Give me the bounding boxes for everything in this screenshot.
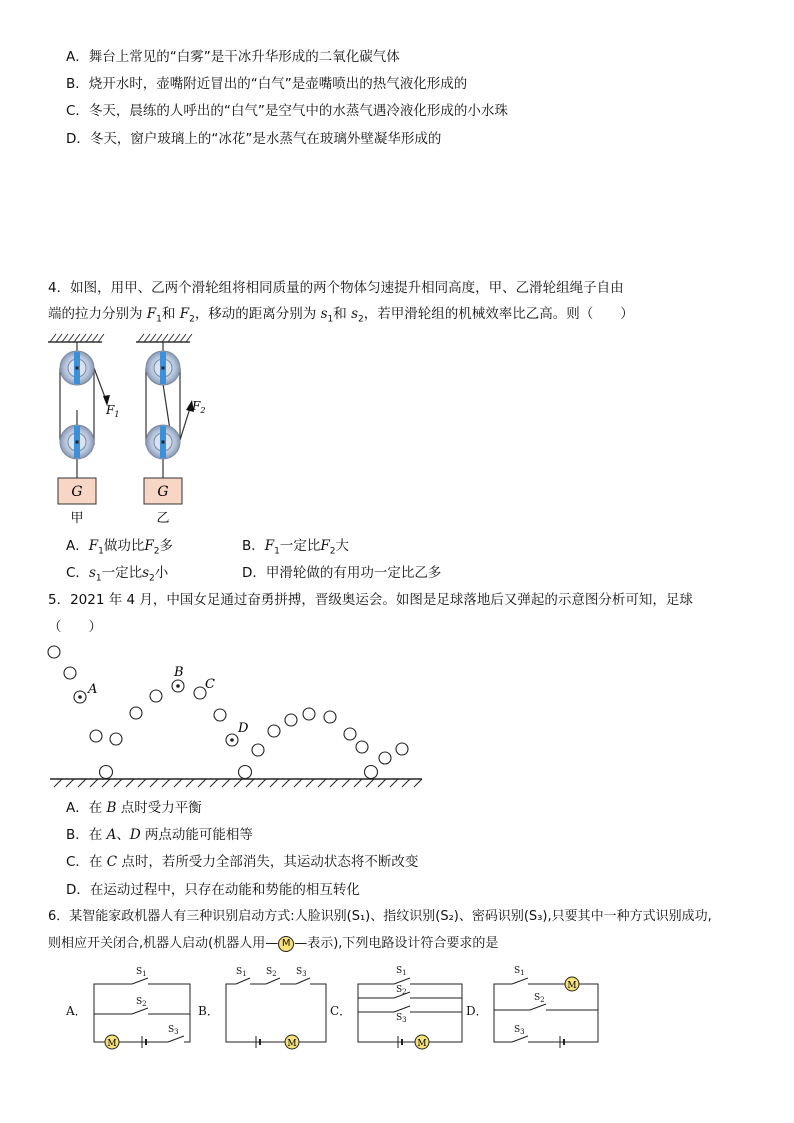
circuit-c-motor: M bbox=[417, 1039, 427, 1049]
svg-text:S3: $S_3$ bbox=[514, 1025, 525, 1036]
pulley-figure bbox=[40, 330, 220, 530]
ball-bounce-figure bbox=[40, 640, 430, 800]
svg-text:S1: $S_1$ bbox=[396, 966, 407, 977]
ceiling-jia bbox=[48, 334, 104, 342]
circuit-a-label: A． bbox=[66, 1004, 87, 1018]
q5-option-b: B．在 A、D 两点动能可能相等 bbox=[66, 827, 253, 843]
svg-text:S2: $S_2$ bbox=[136, 997, 147, 1008]
circuit-c-label: C． bbox=[330, 1004, 352, 1018]
circuit-b bbox=[226, 978, 326, 1048]
pulley-jia-movable bbox=[60, 425, 94, 459]
q3-option-a: A．舞台上常见的“白雾”是干冰升华形成的二氧化碳气体 bbox=[66, 49, 400, 65]
svg-text:S3: $S_3$ bbox=[296, 967, 307, 978]
circuit-b-label: B． bbox=[198, 1004, 219, 1018]
q5-option-a: A．在 B 点时受力平衡 bbox=[66, 800, 202, 816]
weight-jia-label: G bbox=[71, 484, 83, 500]
q3-option-d: D．冬天，窗户玻璃上的“冰花”是水蒸气在玻璃外壁凝华形成的 bbox=[66, 131, 442, 147]
circuit-c bbox=[358, 978, 462, 1048]
q3-option-b: B．烧开水时，壶嘴附近冒出的“白气”是壶嘴喷出的热气液化形成的 bbox=[66, 76, 468, 92]
ground-hatch bbox=[54, 779, 422, 787]
label-jia: 甲 bbox=[70, 511, 84, 526]
svg-text:S3: $S_3$ bbox=[168, 1025, 179, 1036]
circuit-d-label: D． bbox=[466, 1004, 488, 1018]
q5-stem: 5．2021 年 4 月，中国女足通过奋勇拼搏，晋级奥运会。如图是足球落地后又弹起的示意图分析可知，足球 bbox=[48, 592, 693, 608]
q5-option-c: C．在 C 点时，若所受力全部消失，其运动状态将不断改变 bbox=[66, 854, 419, 870]
force2-label: $F_2$ bbox=[192, 399, 206, 415]
svg-text:S1: $S_1$ bbox=[514, 966, 525, 977]
weight-yi-label: G bbox=[157, 484, 169, 500]
circuit-d bbox=[494, 978, 598, 1048]
circuit-d-motor: M bbox=[567, 981, 577, 991]
motor-symbol-inline: M bbox=[278, 936, 294, 952]
point-a-label: A bbox=[88, 682, 98, 697]
force1-label: $F_1$ bbox=[106, 403, 120, 419]
q6-stem-line1: 6．某智能家政机器人有三种识别启动方式:人脸识别(S₁)、指纹识别(S₂)、密码识别(S₃),只要其中一种方式识别成功, bbox=[48, 909, 712, 924]
q5-paren: （ ） bbox=[48, 619, 102, 635]
point-c-label: C bbox=[205, 677, 215, 692]
svg-text:S1: $S_1$ bbox=[236, 967, 247, 978]
pulley-yi-movable bbox=[146, 425, 180, 459]
svg-text:S1: $S_1$ bbox=[136, 967, 147, 978]
svg-text:S2: $S_2$ bbox=[534, 993, 545, 1004]
svg-text:S2: $S_2$ bbox=[266, 967, 277, 978]
q4-stem-line1: 4．如图，用甲、乙两个滑轮组将相同质量的两个物体匀速提升相同高度，甲、乙滑轮组绳子自由 bbox=[48, 280, 624, 296]
q4-option-c: C．$s_1$一定比$s_2$小 bbox=[66, 565, 169, 584]
pulley-jia-fixed bbox=[60, 351, 94, 385]
ceiling-yi bbox=[136, 334, 192, 342]
q6-stem-line2: 则相应开关闭合,机器人启动(机器人用— M —表示),下列电路设计符合要求的是 bbox=[48, 936, 499, 951]
point-d-label: D bbox=[238, 721, 249, 736]
q4-option-d: D．甲滑轮做的有用功一定比乙多 bbox=[242, 565, 442, 581]
circuit-options-figure bbox=[60, 962, 620, 1062]
label-yi: 乙 bbox=[156, 511, 170, 526]
circuit-b-motor: M bbox=[287, 1039, 297, 1049]
point-b-label: B bbox=[174, 665, 184, 680]
svg-text:S2: $S_2$ bbox=[396, 985, 407, 996]
circuit-a-motor: M bbox=[107, 1039, 117, 1049]
pulley-yi-fixed bbox=[146, 351, 180, 385]
q4-stem-line2: 端的拉力分别为 $F_1$和 $F_2$，移动的距离分别为 $s_1$和 $s_2$，若甲滑轮组的机械效率比乙高。则（ ） bbox=[48, 306, 634, 325]
q3-option-c: C．冬天，晨练的人呼出的“白气”是空气中的水蒸气遇冷液化形成的小水珠 bbox=[66, 103, 508, 119]
q4-option-a: A．$F_1$做功比$F_2$多 bbox=[66, 538, 173, 557]
svg-text:S3: $S_3$ bbox=[396, 1013, 407, 1024]
q5-option-d: D．在运动过程中，只存在动能和势能的相互转化 bbox=[66, 882, 360, 898]
q4-option-b: B．$F_1$一定比$F_2$大 bbox=[242, 538, 349, 557]
